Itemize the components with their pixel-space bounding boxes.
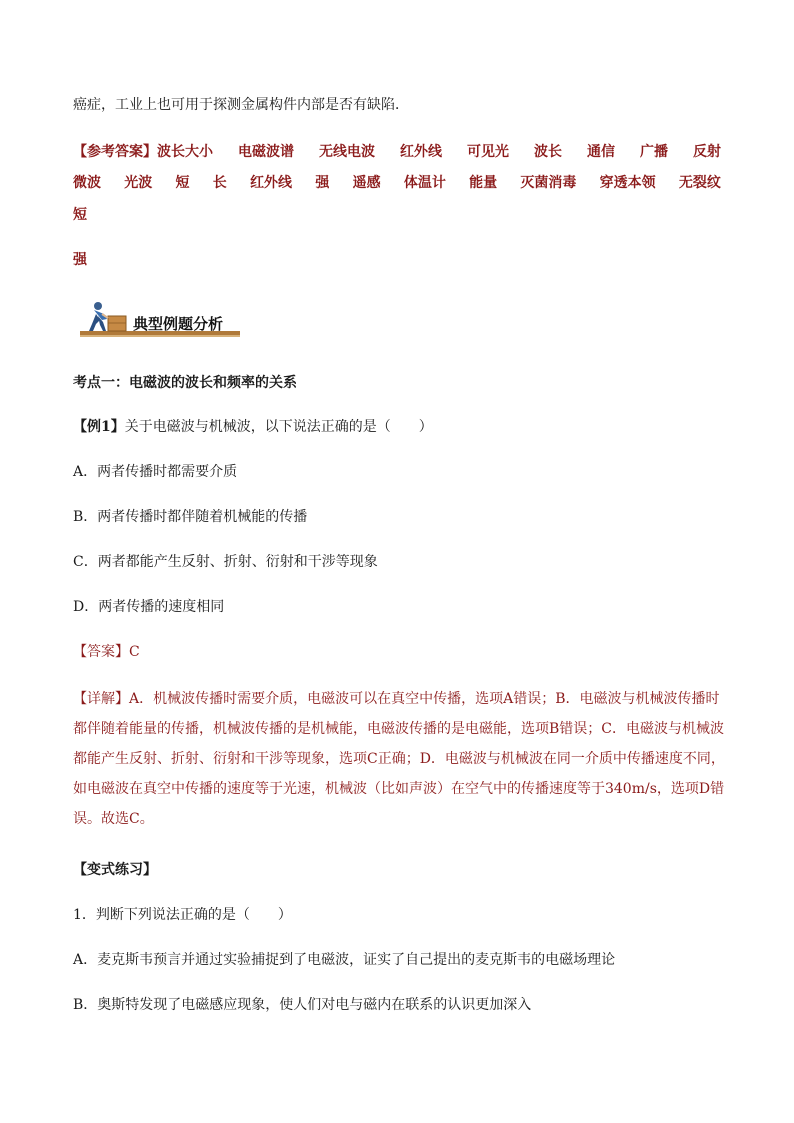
intro-text: 癌症，工业上也可用于探测金属构件内部是否有缺陷． xyxy=(73,97,409,113)
example-option-b: B．两者传播时都伴随着机械能的传播 xyxy=(73,509,308,525)
reference-answer-item: 强 xyxy=(315,175,330,191)
example-label: 【例1】 xyxy=(73,419,125,435)
reference-answer-item: 长 xyxy=(212,175,227,191)
section-title: 典型例题分析 xyxy=(133,315,224,333)
example-question xyxy=(73,417,433,437)
example-option-d: D．两者传播的速度相同 xyxy=(73,599,225,615)
reference-answer-item: 波长 xyxy=(534,144,562,160)
example-option-a: A．两者传播时都需要介质 xyxy=(73,464,238,480)
detail-line: 误。故选C。 xyxy=(73,811,154,827)
example-question-text: 关于电磁波与机械波，以下说法正确的是（ ） xyxy=(124,419,433,435)
reference-answer-item: 遥感 xyxy=(352,175,381,191)
example-detail xyxy=(73,684,725,834)
reference-answer-item: 可见光 xyxy=(467,144,509,160)
reference-answer-item: 灭菌消毒 xyxy=(520,175,577,191)
reference-answer-item: 光波 xyxy=(124,175,153,191)
reference-answer-item: 红外线 xyxy=(250,175,293,191)
reference-answer-item: 反射 xyxy=(693,144,721,160)
practice-option-b: B．奥斯特发现了电磁感应现象，使人们对电与磁内在联系的认识更加深入 xyxy=(73,997,532,1013)
practice-option-a: A．麦克斯韦预言并通过实验捕捉到了电磁波，证实了自己提出的麦克斯韦的电磁场理论 xyxy=(73,952,616,968)
reference-answer-item: 微波 xyxy=(73,175,101,191)
reference-answer-label: 【参考答案】波长大小 xyxy=(73,144,213,160)
reference-answer-item: 能量 xyxy=(469,175,498,191)
detail-line: 都伴随着能量的传播，机械波传播的是机械能，电磁波传播的是电磁能，选项B错误；C．电磁波与机械波 xyxy=(73,721,724,737)
reference-answer-item: 通信 xyxy=(587,144,615,160)
reference-answer-item: 无线电波 xyxy=(319,144,375,160)
reference-answer-item: 短 xyxy=(175,175,190,191)
practice-label: 【变式练习】 xyxy=(73,862,157,878)
reference-answer-item: 电磁波谱 xyxy=(238,144,294,160)
reference-answer-item: 红外线 xyxy=(400,144,442,160)
reference-answer-item: 穿透本领 xyxy=(599,175,656,191)
detail-line: 都能产生反射、折射、衍射和干涉等现象，选项C正确；D．电磁波与机械波在同一介质中传播速度不同， xyxy=(73,751,725,767)
reference-answer-row-2 xyxy=(73,173,721,193)
practice-question: 1．判断下列说法正确的是（ ） xyxy=(73,907,292,923)
detail-line: 【详解】A．机械波传播时需要介质，电磁波可以在真空中传播，选项A错误；B．电磁波与机械波传播时 xyxy=(73,691,720,707)
reference-answer-row-3: 短 xyxy=(73,207,87,223)
example-answer: 【答案】C xyxy=(73,644,140,660)
reference-answer-row-4: 强 xyxy=(73,252,87,268)
reference-answer-item: 无裂纹 xyxy=(678,175,721,191)
reference-answer-row-1 xyxy=(73,142,721,162)
reference-answer-item: 广播 xyxy=(640,144,668,160)
topic-heading: 考点一：电磁波的波长和频率的关系 xyxy=(73,375,297,391)
example-option-c: C．两者都能产生反射、折射、衍射和干涉等现象 xyxy=(73,554,378,570)
detail-line: 如电磁波在真空中传播的速度等于光速，机械波（比如声波）在空气中的传播速度等于340m/s，选项D错 xyxy=(73,781,725,797)
reference-answer-item: 体温计 xyxy=(403,175,446,191)
